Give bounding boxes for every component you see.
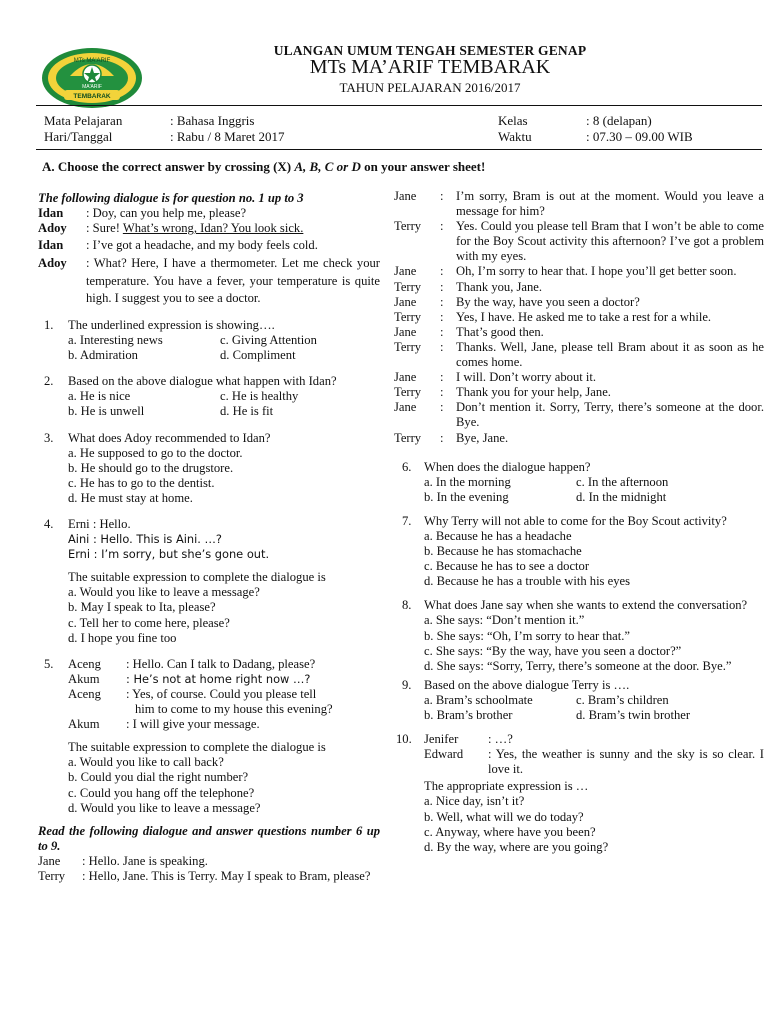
header-rule	[36, 105, 762, 106]
question-9: 9. Based on the above dialogue Terry is …. a. Bram’s schoolmate c. Bram’s children b. Bram’s brother d. Bram’s twin brother	[394, 678, 764, 723]
option-d[interactable]: d. In the midnight	[576, 489, 667, 504]
dialogue-line	[394, 310, 764, 325]
option-a[interactable]: a. He is nice	[68, 389, 131, 404]
dialogue-line	[394, 370, 764, 385]
option-c[interactable]: c. Bram’s children	[576, 692, 669, 707]
dialogue-line: Adoy : What? Here, I have a thermometer. Let me check your temperature. You have a fever, your temperature is quite high. I suggest you to see a doctor.	[38, 256, 380, 305]
dialogue-line	[394, 219, 764, 264]
dialogue-line: Terry : Hello, Jane. This is Terry. May I speak to Bram, please?	[38, 868, 371, 883]
question-text: When does the dialogue happen?	[424, 459, 591, 474]
dialogue-line: Jenifer : …?	[424, 732, 513, 747]
question-text: Based on the above dialogue what happen with Idan?	[68, 374, 337, 389]
subject-value: : Bahasa Inggris	[170, 113, 255, 128]
dialogue-text: Yes. Could you please tell Bram that I won’t be able to come for the Boy Scout activity this afternoon? I’ve got a problem with my eyes.	[456, 219, 764, 264]
question-7: 7. Why Terry will not able to come for the Boy Scout activity? a. Because he has a headache b. Because he has stomachache c. Because he has to see a doctor d. Because he has a trouble with his eyes	[394, 514, 764, 589]
school-logo	[40, 46, 144, 110]
dialogue-text: Bye, Jane.	[456, 430, 509, 445]
dialogue-line: Idan : I’ve got a headache, and my body feels cold.	[38, 238, 318, 253]
dialogue-text: Thank you for your help, Jane.	[456, 385, 611, 400]
speaker-colon: :	[440, 385, 444, 400]
question-5: 5. Aceng : Hello. Can I talk to Dadang, please? Akum : He’s not at home right now …? Aceng : Yes, of course. Could you please tell him to come to my house this evening? Akum : I will give your message. The suitable expression to complete the dialogue is a. Would you like to call back? b. Could you dial the right number? c. Could you hang off the telephone? d. Would you like to leave a message?	[38, 657, 380, 816]
exam-title: ULANGAN UMUM TENGAH SEMESTER GENAP	[273, 43, 587, 58]
option-d[interactable]: d. She says: “Sorry, Terry, there’s someone at the door. Bye.”	[424, 658, 732, 673]
option-a[interactable]: a. Would you like to call back?	[68, 755, 224, 770]
svg-text:MA'ARIF: MA'ARIF	[82, 84, 102, 90]
question-text: The appropriate expression is …	[424, 779, 589, 794]
dialogue-text: Yes, I have. He asked me to take a rest for a while.	[456, 309, 712, 324]
option-d[interactable]: d. Would you like to leave a message?	[68, 800, 261, 815]
section-instruction: A. Choose the correct answer by crossing (X) A, B, C or D on your answer sheet!	[42, 159, 486, 174]
dialogue-text: Thanks. Well, Jane, please tell Bram about it as soon as he comes home.	[456, 339, 764, 370]
dialogue-text: Thank you, Jane.	[456, 279, 543, 294]
speaker-colon: :	[440, 294, 444, 309]
question-text: The underlined expression is showing….	[68, 317, 275, 332]
dialogue-text: Don’t mention it. Sorry, Terry, there’s someone at the door. Bye.	[456, 400, 764, 430]
question-text: The suitable expression to complete the dialogue is	[68, 570, 326, 585]
option-c[interactable]: c. Could you hang off the telephone?	[68, 785, 255, 800]
option-b[interactable]: b. She says: “Oh, I’m sorry to hear that.”	[424, 628, 630, 643]
dialogue-line: Edward : Yes, the weather is sunny and the sky is so clear. I love it.	[424, 747, 764, 777]
speaker-name: Terry	[394, 339, 422, 354]
option-c[interactable]: c. She says: “By the way, have you seen a doctor?”	[424, 643, 682, 658]
dialogue-text: I will. Don’t worry about it.	[456, 370, 597, 385]
right-column	[394, 189, 764, 855]
question-4: 4. Erni : Hello. Aini : Hello. This is Aini. …? Erni : I’m sorry, but she’s gone out. The suitable expression to complete the dialogue is a. Would you like to leave a message? b. May I speak to Ita, please? c. Tell her to come here, please? d. I hope you fine too	[38, 517, 380, 646]
option-a[interactable]: a. She says: “Don’t mention it.”	[424, 613, 585, 628]
speaker-name: Jane	[394, 189, 417, 203]
option-a[interactable]: a. He supposed to go to the doctor.	[68, 445, 243, 460]
speaker-colon: :	[440, 279, 444, 294]
option-d[interactable]: d. I hope you fine too	[68, 630, 177, 645]
speaker-colon: :	[440, 339, 444, 354]
speaker-name: Jane	[394, 370, 417, 385]
speaker-colon: :	[440, 430, 444, 445]
option-c[interactable]: c. He is healthy	[220, 389, 299, 404]
speaker-colon: :	[440, 309, 444, 324]
speaker-name: Jane	[394, 324, 417, 339]
info-rule	[36, 149, 762, 150]
dialogue-line: Akum : He’s not at home right now …?	[68, 671, 311, 686]
time-label: Waktu	[498, 129, 532, 144]
option-b[interactable]: b. He is unwell	[68, 404, 145, 419]
dialogue-line	[394, 295, 764, 310]
dialogue-text: I’m sorry, Bram is out at the moment. Would you leave a message for him?	[456, 189, 764, 219]
date-label: Hari/Tanggal	[44, 129, 113, 144]
speaker-colon: :	[440, 189, 444, 203]
speaker-name: Jane	[394, 264, 417, 279]
option-b[interactable]: b. May I speak to Ita, please?	[68, 600, 216, 615]
question-6: 6. When does the dialogue happen? a. In the morning c. In the afternoon b. In the evening d. In the midnight	[394, 460, 764, 505]
option-d[interactable]: d. By the way, where are you going?	[424, 839, 609, 854]
subject-label: Mata Pelajaran	[44, 113, 123, 128]
dialogue-1-title: The following dialogue is for question no. 1 up to 3	[38, 191, 304, 205]
left-column	[38, 191, 380, 884]
option-c[interactable]: c. Giving Attention	[220, 333, 317, 348]
option-a[interactable]: a. Interesting news	[68, 333, 163, 348]
option-a[interactable]: a. In the morning	[424, 474, 511, 489]
option-c[interactable]: c. Tell her to come here, please?	[68, 615, 230, 630]
dialogue-line	[394, 400, 764, 430]
speaker-colon: :	[440, 324, 444, 339]
option-b[interactable]: b. Because he has stomachache	[424, 544, 582, 559]
speaker-name: Terry	[394, 219, 422, 234]
question-10: 10. Jenifer : …? Edward : Yes, the weather is sunny and the sky is so clear. I love it. The appropriate expression is … a. Nice day, isn’t it? b. Well, what will we do today? c. Anyway, where have you been? d. By the way, where are you going?	[396, 732, 764, 854]
speaker-name: Jane	[394, 400, 417, 415]
dialogue-line	[394, 280, 764, 295]
underlined-expression: What’s wrong, Idan? You look sick.	[122, 221, 304, 236]
dialogue-line	[394, 325, 764, 340]
class-value: : 8 (delapan)	[586, 113, 652, 128]
option-d[interactable]: d. Because he has a trouble with his eyes	[424, 574, 630, 589]
dialogue-text: Oh, I’m sorry to hear that. I hope you’ll get better soon.	[456, 264, 737, 279]
option-b[interactable]: b. Bram’s brother	[424, 708, 513, 722]
option-c[interactable]: c. In the afternoon	[576, 474, 669, 489]
speaker-name: Terry	[394, 309, 422, 324]
dialogue-2-continued	[394, 189, 764, 446]
speaker-colon: :	[440, 370, 444, 385]
option-d[interactable]: d. Bram’s twin brother	[576, 708, 691, 722]
date-value: : Rabu / 8 Maret 2017	[170, 129, 285, 144]
question-1: 1. The underlined expression is showing…. a. Interesting news c. Giving Attention b. Admiration d. Compliment	[38, 318, 380, 363]
speaker-name: Terry	[394, 279, 422, 294]
speaker-colon: :	[440, 219, 444, 234]
option-a[interactable]: a. Bram’s schoolmate	[424, 692, 533, 707]
option-a[interactable]: a. Would you like to leave a message?	[68, 585, 260, 600]
option-b[interactable]: b. He should go to the drugstore.	[68, 460, 234, 475]
dialogue-line: him to come to my house this evening?	[135, 702, 333, 717]
dialogue-line	[394, 189, 764, 219]
option-c[interactable]: c. He has to go to the dentist.	[68, 475, 215, 490]
svg-text:TEMBARAK: TEMBARAK	[73, 93, 111, 100]
speaker-colon: :	[440, 400, 444, 415]
dialogue-line	[394, 340, 764, 370]
dialogue-text: That’s good then.	[456, 324, 544, 339]
question-8: 8. What does Jane say when she wants to extend the conversation? a. She says: “Don’t mention it.” b. She says: “Oh, I’m sorry to hear that.” c. She says: “By the way, have you seen a doctor?” d. She says: “Sorry, Terry, there’s someone at the door. Bye.”	[394, 598, 764, 673]
dialogue-line: Adoy : Sure! What’s wrong, Idan? You look sick.	[38, 221, 304, 236]
speaker-colon: :	[440, 264, 444, 279]
question-text: What does Adoy recommended to Idan?	[68, 430, 271, 445]
academic-year: TAHUN PELAJARAN 2016/2017	[339, 80, 521, 95]
option-b[interactable]: b. Well, what will we do today?	[424, 809, 584, 824]
question-text: Based on the above dialogue Terry is ….	[424, 677, 630, 692]
school-name: MTs MA’ARIF TEMBARAK	[309, 56, 551, 78]
time-value: : 07.30 – 09.00 WIB	[586, 129, 693, 144]
dialogue-line	[394, 264, 764, 279]
option-b[interactable]: b. Could you dial the right number?	[68, 770, 249, 785]
class-label: Kelas	[498, 113, 528, 128]
dialogue-2-title: Read the following dialogue and answer questions number 6 up to 9.	[38, 823, 380, 853]
option-d[interactable]: d. He is fit	[220, 404, 274, 419]
dialogue-line: Erni : I’m sorry, but she’s gone out.	[68, 547, 270, 562]
dialogue-line: Erni : Hello.	[68, 517, 131, 532]
dialogue-line: Akum : I will give your message.	[68, 717, 260, 732]
option-d[interactable]: d. Compliment	[220, 348, 296, 363]
speaker-name: Terry	[394, 430, 422, 445]
question-text: Why Terry will not able to come for the Boy Scout activity?	[424, 513, 727, 528]
dialogue-line: Aceng : Hello. Can I talk to Dadang, please?	[68, 656, 316, 671]
option-b[interactable]: b. Admiration	[68, 348, 138, 363]
question-3: 3. What does Adoy recommended to Idan? a. He supposed to go to the doctor. b. He should go to the drugstore. c. He has to go to the dentist. d. He must stay at home.	[38, 431, 380, 506]
option-a[interactable]: a. Because he has a headache	[424, 528, 572, 543]
dialogue-line: Idan : Doy, can you help me, please?	[38, 206, 247, 221]
speaker-name: Jane	[394, 294, 417, 309]
dialogue-line	[394, 385, 764, 400]
option-c[interactable]: c. Because he has to see a doctor	[424, 559, 590, 574]
dialogue-line	[394, 431, 764, 446]
option-d[interactable]: d. He must stay at home.	[68, 490, 193, 505]
option-b[interactable]: b. In the evening	[424, 489, 509, 504]
dialogue-line: Aini : Hello. This is Aini. …?	[68, 532, 222, 547]
question-text: The suitable expression to complete the dialogue is	[68, 740, 326, 755]
option-a[interactable]: a. Nice day, isn’t it?	[424, 794, 525, 809]
dialogue-line: Aceng : Yes, of course. Could you please tell	[68, 686, 317, 701]
option-c[interactable]: c. Anyway, where have you been?	[424, 824, 596, 839]
dialogue-text: By the way, have you seen a doctor?	[456, 294, 640, 309]
dialogue-line: Jane : Hello. Jane is speaking.	[38, 853, 208, 868]
question-2: 2. Based on the above dialogue what happen with Idan? a. He is nice c. He is healthy b. He is unwell d. He is fit	[38, 374, 380, 419]
speaker-name: Terry	[394, 385, 422, 400]
svg-text:MTs MA'ARIF: MTs MA'ARIF	[73, 58, 111, 64]
question-text: What does Jane say when she wants to extend the conversation?	[424, 598, 748, 613]
